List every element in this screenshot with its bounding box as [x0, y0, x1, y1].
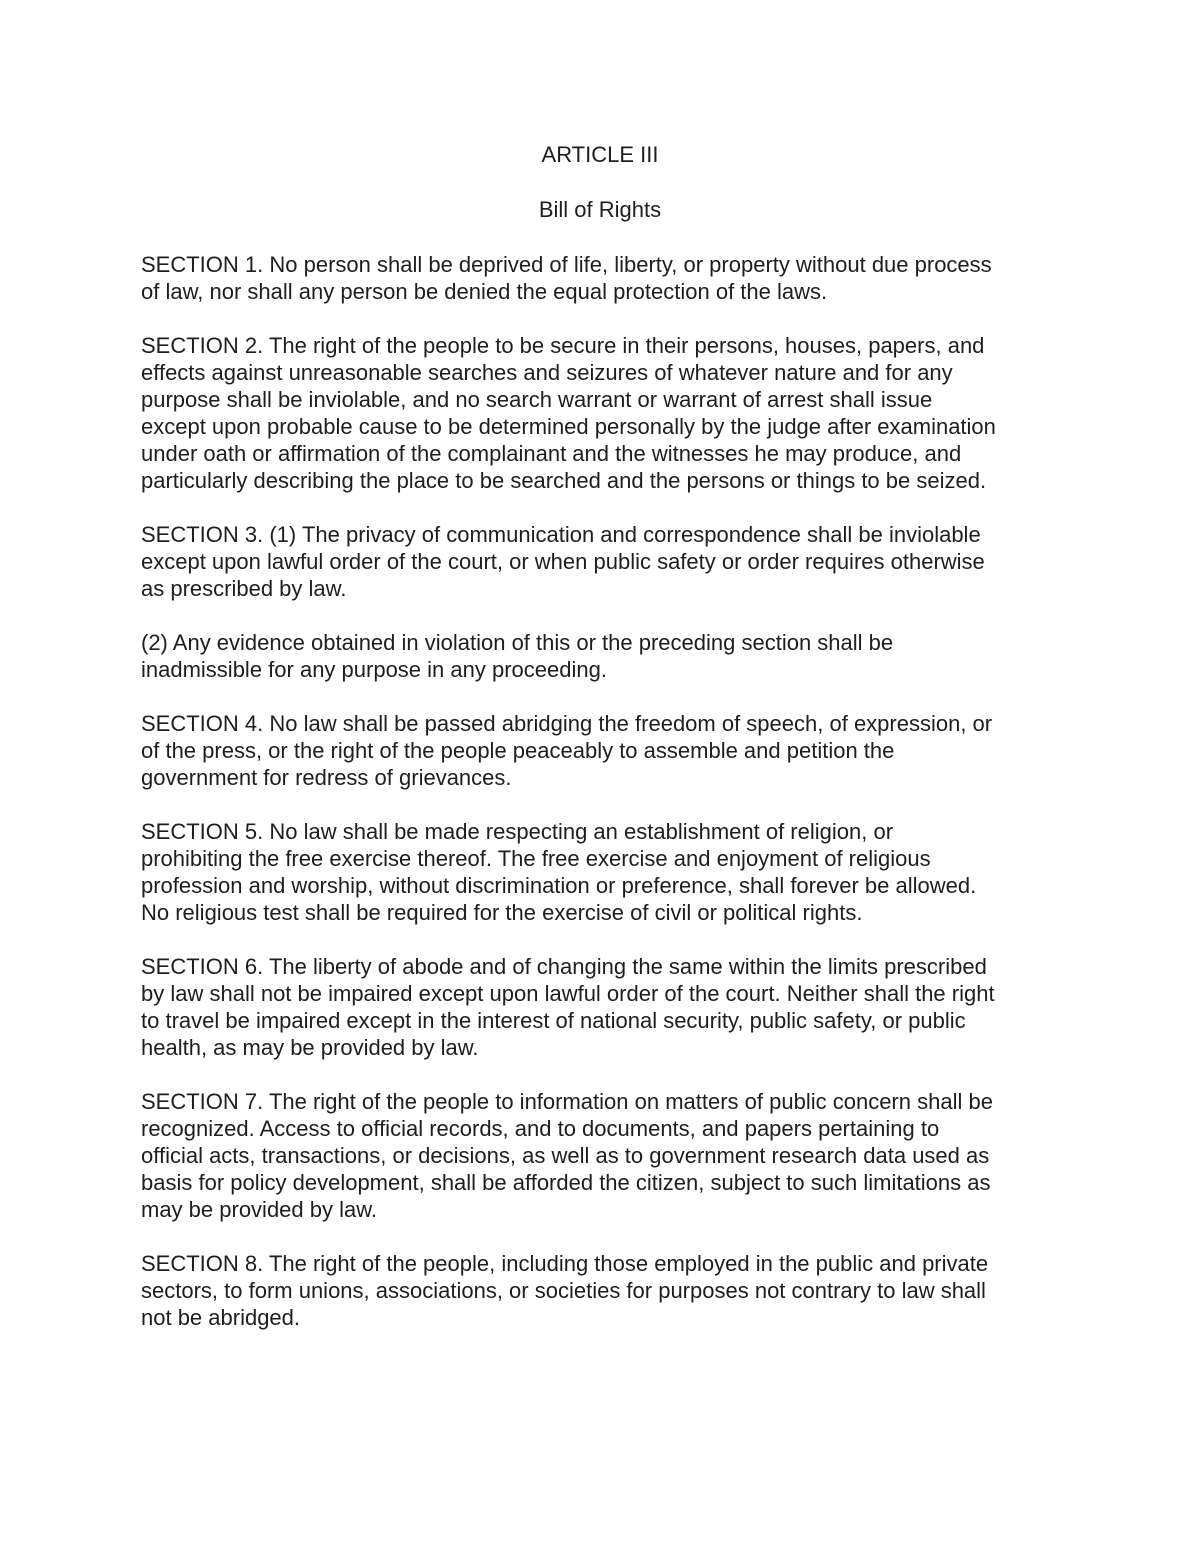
section-5-paragraph: SECTION 5. No law shall be made respecting an establishment of religion, or prohibiting the free exercise thereof. The free exercise and enjoyment of religious profession and worship, without discrimination or preference, shall forever be allowed. No religious test shall be required for the exercise of civil or political rights. — [141, 819, 977, 925]
section-2-paragraph: SECTION 2. The right of the people to be secure in their persons, houses, papers, and effects against unreasonable searches and seizures of whatever nature and for any purpose shall be inviolable, and no search warrant or warrant of arrest shall issue except upon probable cause to be determined personally by the judge after examination under oath or affirmation of the complainant and the witnesses he may produce, and particularly describing the place to be searched and the persons or things to be seized. — [141, 333, 996, 493]
section-7-paragraph: SECTION 7. The right of the people to information on matters of public concern shall be recognized. Access to official records, and to documents, and papers pertaining to official acts, transactions, or decisions, as well as to government research data used as basis for policy development, shall be afforded the citizen, subject to such limitations as may be provided by law. — [141, 1089, 993, 1222]
section-3-2-paragraph: (2) Any evidence obtained in violation of this or the preceding section shall be inadmissible for any purpose in any proceeding. — [141, 630, 894, 682]
section-1-paragraph: SECTION 1. No person shall be deprived of life, liberty, or property without due process of law, nor shall any person be denied the equal protection of the laws. — [141, 252, 992, 304]
section-8-paragraph: SECTION 8. The right of the people, including those employed in the public and private sectors, to form unions, associations, or societies for purposes not contrary to law shall not be abridged. — [141, 1251, 989, 1330]
document-content — [141, 141, 1059, 1331]
article-title: ARTICLE III — [541, 142, 659, 167]
sections-body — [141, 251, 1059, 1331]
article-subtitle: Bill of Rights — [538, 197, 662, 222]
section-3-1-paragraph: SECTION 3. (1) The privacy of communication and correspondence shall be inviolable except upon lawful order of the court, or when public safety or order requires otherwise as prescribed by law. — [141, 522, 985, 601]
section-4-paragraph: SECTION 4. No law shall be passed abridging the freedom of speech, of expression, or of the press, or the right of the people peaceably to assemble and petition the government for redress of grievances. — [141, 711, 993, 790]
section-6-paragraph: SECTION 6. The liberty of abode and of changing the same within the limits prescribed by law shall not be impaired except upon lawful order of the court. Neither shall the right to travel be impaired except in the interest of national security, public safety, or public health, as may be provided by law. — [141, 954, 995, 1060]
